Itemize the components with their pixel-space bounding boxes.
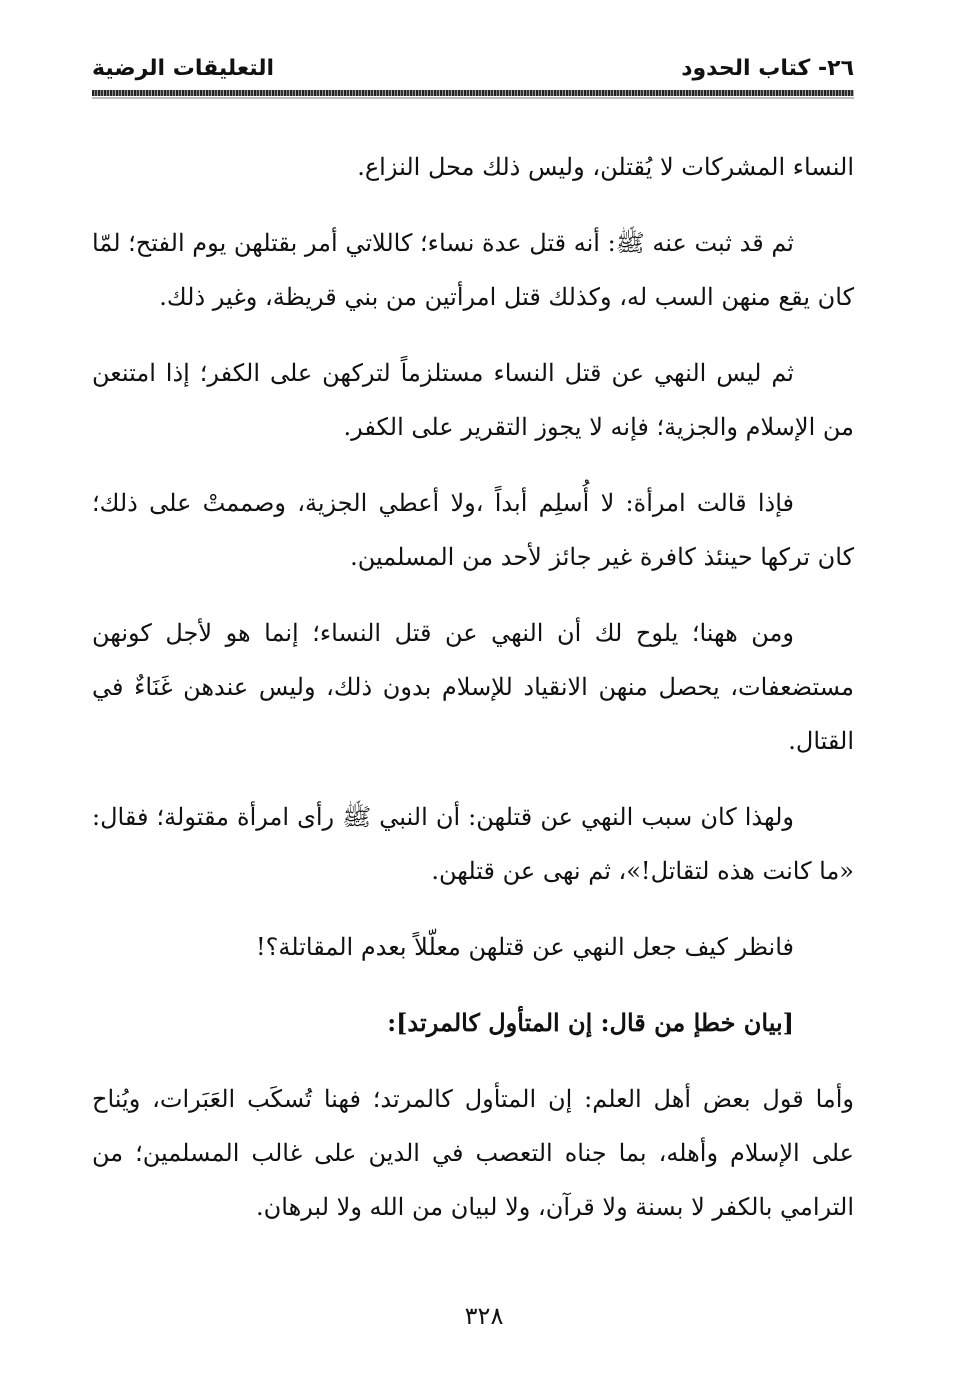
header-rule-thin: [92, 97, 854, 99]
chapter-title: ٢٦- كتاب الحدود: [681, 56, 854, 81]
paragraph-4: فإذا قالت امرأة: لا أُسلِم أبداً ،ولا أعطي الجزية، وصممتْ على ذلك؛ كان تركها حينئذ كافرة غير جائز لأحد من المسلمين.: [92, 489, 854, 571]
header-rule: [92, 90, 854, 96]
page-number: ٣٢٨: [464, 1302, 504, 1330]
page-body: [92, 140, 854, 1256]
paragraph-1: النساء المشركات لا يُقتلن، وليس ذلك محل النزاع.: [357, 153, 854, 181]
paragraph-8: وأما قول بعض أهل العلم: إن المتأول كالمرتد؛ فهنا تُسكَب العَبَرات، ويُناح على الإسلام وأهله، بما جناه التعصب في الدين على غالب المسلمين؛ من الترامي بالكفر لا بسنة ولا قرآن، ولا لبيان من الله ولا لبرهان.: [92, 1085, 855, 1221]
page-header: [92, 52, 854, 92]
section-heading: [بيان خطإ من قال: إن المتأول كالمرتد]:: [387, 1008, 794, 1037]
book-title: التعليقات الرضية: [92, 56, 275, 81]
paragraph-3: ثم ليس النهي عن قتل النساء مستلزماً لتركهن على الكفر؛ إذا امتنعن من الإسلام والجزية؛ فإنه لا يجوز التقرير على الكفر.: [92, 359, 854, 441]
paragraph-2: ثم قد ثبت عنه ﷺ: أنه قتل عدة نساء؛ كاللاتي أمر بقتلهن يوم الفتح؛ لمّا كان يقع منهن السب له، وكذلك قتل امرأتين من بني قريظة، وغير ذلك.: [92, 229, 854, 311]
paragraph-5: ومن ههنا؛ يلوح لك أن النهي عن قتل النساء؛ إنما هو لأجل كونهن مستضعفات، يحصل منهن الانقياد للإسلام بدون ذلك، وليس عندهن غَنَاءٌ في القتال.: [92, 619, 854, 755]
paragraph-6: ولهذا كان سبب النهي عن قتلهن: أن النبي ﷺ رأى امرأة مقتولة؛ فقال: «ما كانت هذه لتقاتل!»، ثم نهى عن قتلهن.: [92, 803, 854, 885]
paragraph-7: فانظر كيف جعل النهي عن قتلهن معلّلاً بعدم المقاتلة؟!: [256, 933, 794, 961]
